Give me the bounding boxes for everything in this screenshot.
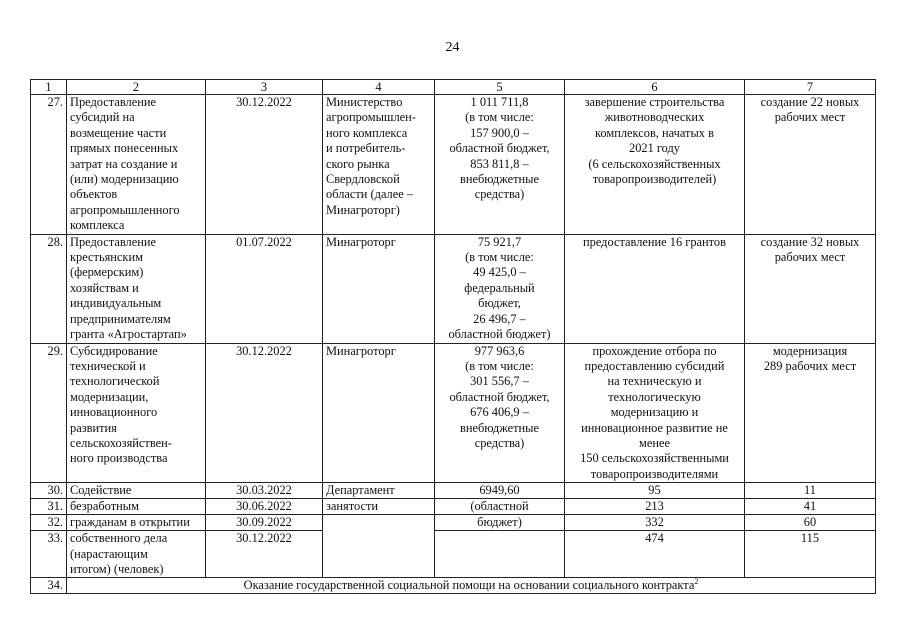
column-number: 6 xyxy=(565,80,745,95)
measure-cell: Предоставление субсидий на возмещение части прямых понесенных затрат на создание и (или) модернизацию объектов агропромышленного комплекса xyxy=(67,95,206,235)
executor-cell: Департамент xyxy=(323,483,435,499)
measures-table xyxy=(30,79,876,594)
table-row xyxy=(31,343,876,483)
table-row xyxy=(31,499,876,515)
footnote-mark: 2 xyxy=(694,577,699,587)
measure-cell: собственного дела (нарастающим итогом) (человек) xyxy=(67,531,206,578)
result-cell: 474 xyxy=(565,531,745,578)
date-cell: 30.12.2022 xyxy=(206,95,323,235)
measure-cell: Содействие xyxy=(67,483,206,499)
section-heading-text: Оказание государственной социальной помощи на основании социального контракта xyxy=(243,578,695,593)
effect-cell: создание 32 новых рабочих мест xyxy=(745,234,876,343)
result-cell: 332 xyxy=(565,515,745,531)
effect-cell: 41 xyxy=(745,499,876,515)
column-number: 2 xyxy=(67,80,206,95)
funding-cell: 6949,60 xyxy=(435,483,565,499)
column-number: 4 xyxy=(323,80,435,95)
result-cell: прохождение отбора по предоставлению субсидий на техническую и технологическую модернизацию и инновационное развитие не менее 150 сельскохозяйственными товаропроизводителями xyxy=(565,343,745,483)
date-cell: 30.12.2022 xyxy=(206,531,323,578)
executor-cell: Минагроторг xyxy=(323,234,435,343)
date-cell: 30.09.2022 xyxy=(206,515,323,531)
row-number: 29. xyxy=(31,343,67,483)
effect-cell: 11 xyxy=(745,483,876,499)
column-number: 5 xyxy=(435,80,565,95)
table-row xyxy=(31,483,876,499)
effect-cell: 60 xyxy=(745,515,876,531)
effect-cell: модернизация 289 рабочих мест xyxy=(745,343,876,483)
executor-cell: Минагроторг xyxy=(323,343,435,483)
row-number: 30. xyxy=(31,483,67,499)
table-row xyxy=(31,515,876,531)
column-number: 7 xyxy=(745,80,876,95)
effect-cell: создание 22 новых рабочих мест xyxy=(745,95,876,235)
measure-cell: гражданам в открытии xyxy=(67,515,206,531)
column-numbers-row xyxy=(31,80,876,95)
funding-cell xyxy=(435,531,565,578)
funding-cell: (областной xyxy=(435,499,565,515)
table-row xyxy=(31,531,876,578)
funding-cell: 977 963,6 (в том числе: 301 556,7 – областной бюджет, 676 406,9 – внебюджетные средства) xyxy=(435,343,565,483)
effect-cell: 115 xyxy=(745,531,876,578)
executor-cell xyxy=(323,515,435,531)
row-number: 32. xyxy=(31,515,67,531)
funding-cell: бюджет) xyxy=(435,515,565,531)
executor-cell: занятости xyxy=(323,499,435,515)
measure-cell: Субсидирование технической и технологической модернизации, инновационного развития сельскохозяйствен- ного производства xyxy=(67,343,206,483)
executor-cell xyxy=(323,531,435,578)
date-cell: 30.12.2022 xyxy=(206,343,323,483)
result-cell: 213 xyxy=(565,499,745,515)
section-heading xyxy=(67,578,876,594)
table-row xyxy=(31,578,876,594)
row-number: 31. xyxy=(31,499,67,515)
table-row xyxy=(31,95,876,235)
result-cell: предоставление 16 грантов xyxy=(565,234,745,343)
measure-cell: безработным xyxy=(67,499,206,515)
executor-cell: Министерство агропромышлен- ного комплекса и потребитель- ского рынка Свердловской области (далее – Минагроторг) xyxy=(323,95,435,235)
row-number: 34. xyxy=(31,578,67,594)
row-number: 33. xyxy=(31,531,67,578)
table-row xyxy=(31,234,876,343)
row-number: 27. xyxy=(31,95,67,235)
date-cell: 30.06.2022 xyxy=(206,499,323,515)
date-cell: 01.07.2022 xyxy=(206,234,323,343)
funding-cell: 1 011 711,8 (в том числе: 157 900,0 – областной бюджет, 853 811,8 – внебюджетные средства) xyxy=(435,95,565,235)
measure-cell: Предоставление крестьянским (фермерским) хозяйствам и индивидуальным предпринимателям гранта «Агростартап» xyxy=(67,234,206,343)
date-cell: 30.03.2022 xyxy=(206,483,323,499)
result-cell: завершение строительства животноводческих комплексов, начатых в 2021 году (6 сельскохозяйственных товаропроизводителей) xyxy=(565,95,745,235)
column-number: 1 xyxy=(31,80,67,95)
result-cell: 95 xyxy=(565,483,745,499)
column-number: 3 xyxy=(206,80,323,95)
funding-cell: 75 921,7 (в том числе: 49 425,0 – федеральный бюджет, 26 496,7 – областной бюджет) xyxy=(435,234,565,343)
row-number: 28. xyxy=(31,234,67,343)
page-number: 24 xyxy=(445,40,460,55)
